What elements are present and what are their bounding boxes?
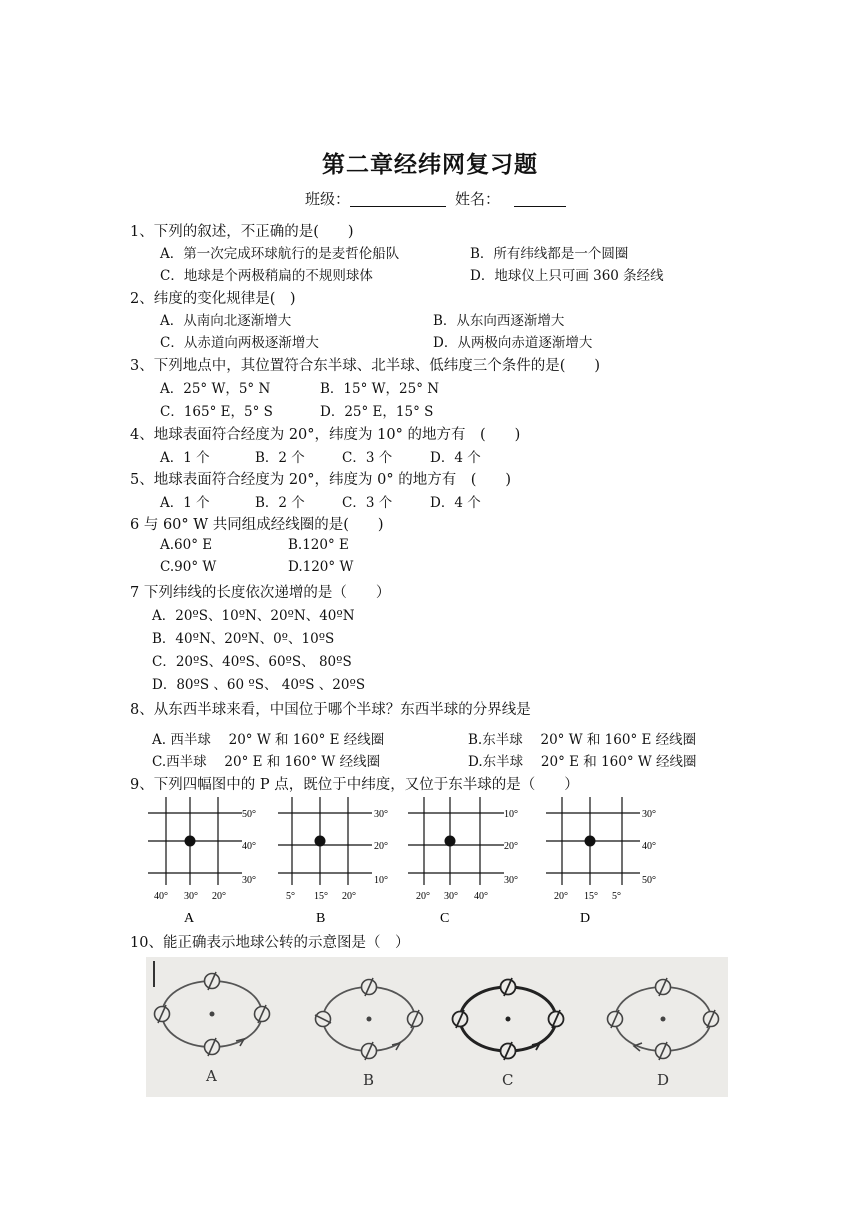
q2-option-a: A．从南向北逐渐增大 [160, 313, 292, 329]
grid-a-lon-1: 40° [154, 891, 168, 902]
question-8: 8、从东西半球来看，中国位于哪个半球？东西半球的分界线是 [130, 702, 531, 718]
grid-a-lat-3: 30° [242, 875, 256, 886]
q6-option-a: A.60° E [160, 537, 213, 553]
class-label: 班级： [305, 190, 351, 208]
grid-a [148, 797, 256, 926]
orbit-c-label: C [502, 1071, 514, 1089]
q7-option-a: A．20ºS、10ºN、20ºN、40ºN [152, 608, 355, 624]
grid-c-lat-2: 20° [504, 841, 518, 852]
grid-c-lon-1: 20° [416, 891, 430, 902]
grid-c-lat-3: 30° [504, 875, 518, 886]
q5-option-b: B．2 个 [255, 495, 305, 511]
q2-option-c: C．从赤道向两极逐渐增大 [160, 335, 319, 351]
q8-option-a: A. 西半球 20° W 和 160° E 经线圈 [152, 732, 385, 748]
question-2: 2、纬度的变化规律是( ) [130, 291, 296, 307]
grid-d-lat-1: 30° [642, 809, 656, 820]
q4-option-a: A．1 个 [160, 450, 210, 466]
grid-a-lat-2: 40° [242, 841, 256, 852]
question-6: 6 与 60° W 共同组成经线圈的是( ) [130, 517, 384, 533]
q7-option-c: C．20ºS、40ºS、60ºS、 80ºS [152, 654, 352, 670]
class-blank[interactable] [350, 191, 446, 207]
grid-b-lat-1: 30° [374, 809, 388, 820]
lat-lon-grid-figures [130, 795, 690, 930]
q4-option-d: D．4 个 [430, 450, 481, 466]
grid-c-lon-2: 30° [444, 891, 458, 902]
q3-option-c: C．165° E，5° S [160, 404, 273, 420]
name-label: 姓名： [455, 190, 501, 208]
orbit-a-label: A [206, 1067, 217, 1085]
q3-option-d: D．25° E，15° S [320, 404, 434, 420]
q7-option-b: B．40ºN、20ºN、0º、10ºS [152, 631, 335, 647]
grid-b-label: B [316, 911, 326, 926]
q8-option-c: C.西半球 20° E 和 160° W 经线圈 [152, 754, 381, 770]
point-p-d [585, 836, 596, 847]
q3-option-b: B．15° W，25° N [320, 381, 440, 397]
grid-c [408, 797, 518, 926]
grid-a-lon-2: 30° [184, 891, 198, 902]
grid-a-lon-3: 20° [212, 891, 226, 902]
grid-b-lat-3: 10° [374, 875, 388, 886]
q1-option-b: B．所有纬线都是一个圆圈 [470, 246, 629, 262]
orbit-c [453, 978, 564, 1089]
q1-option-c: C．地球是个两极稍扁的不规则球体 [160, 268, 373, 284]
grid-d-lon-3: 5° [612, 891, 621, 902]
q8-option-b: B.东半球 20° W 和 160° E 经线圈 [468, 732, 697, 748]
grid-d-lat-2: 40° [642, 841, 656, 852]
orbit-d-label: D [657, 1071, 670, 1089]
q5-option-a: A．1 个 [160, 495, 210, 511]
q7-option-d: D．80ºS 、60 ºS、 40ºS 、20ºS [152, 677, 366, 693]
question-1: 1、下列的叙述，不正确的是( ) [130, 224, 354, 240]
question-10: 10、能正确表示地球公转的示意图是（ ） [130, 935, 410, 951]
grid-a-lat-1: 50° [242, 809, 256, 820]
q8-option-d: D.东半球 20° E 和 160° W 经线圈 [468, 754, 697, 770]
q4-option-c: C．3 个 [342, 450, 393, 466]
orbit-diagrams-photo [146, 957, 728, 1097]
grid-b-lon-1: 5° [286, 891, 295, 902]
grid-c-label: C [440, 911, 450, 926]
grid-d-lon-2: 15° [584, 891, 598, 902]
grid-d [546, 797, 656, 926]
grid-c-lat-1: 10° [504, 809, 518, 820]
question-4: 4、地球表面符合经度为 20°，纬度为 10° 的地方有 ( ) [130, 427, 521, 443]
grid-b-lat-2: 20° [374, 841, 388, 852]
q5-option-c: C．3 个 [342, 495, 393, 511]
orbit-b-label: B [363, 1071, 375, 1089]
grid-d-lon-1: 20° [554, 891, 568, 902]
grid-b-lon-3: 20° [342, 891, 356, 902]
class-field [305, 188, 446, 209]
grid-b [278, 797, 388, 926]
q1-option-a: A．第一次完成环球航行的是麦哲伦船队 [160, 246, 400, 262]
orbit-diagrams [146, 957, 728, 1097]
question-9: 9、下列四幅图中的 P 点，既位于中纬度，又位于东半球的是（ ） [130, 777, 579, 793]
q1-option-d: D．地球仪上只可画 360 条经线 [470, 268, 664, 284]
orbit-a [155, 972, 270, 1085]
q6-option-c: C.90° W [160, 559, 217, 575]
question-5: 5、地球表面符合经度为 20°，纬度为 0° 的地方有 ( ) [130, 472, 512, 488]
question-3: 3、下列地点中，其位置符合东半球、北半球、低纬度三个条件的是( ) [130, 358, 601, 374]
q4-option-b: B．2 个 [255, 450, 305, 466]
q6-option-d: D.120° W [288, 559, 354, 575]
q2-option-d: D．从两极向赤道逐渐增大 [433, 335, 593, 351]
q5-option-d: D．4 个 [430, 495, 481, 511]
name-field [455, 188, 566, 209]
grid-d-lat-3: 50° [642, 875, 656, 886]
question-7: 7 下列纬线的长度依次递增的是（ ） [130, 585, 391, 601]
orbit-b [315, 978, 423, 1089]
page-title: 第二章经纬网复习题 [322, 152, 538, 178]
q2-option-b: B．从东向西逐渐增大 [433, 313, 565, 329]
grid-a-label: A [184, 911, 195, 926]
q3-option-a: A．25° W，5° N [160, 381, 271, 397]
grid-b-lon-2: 15° [314, 891, 328, 902]
grid-c-lon-3: 40° [474, 891, 488, 902]
point-p-c [445, 836, 456, 847]
orbit-d [608, 978, 719, 1089]
grid-d-label: D [580, 911, 591, 926]
q6-option-b: B.120° E [288, 537, 349, 553]
point-p-a [185, 836, 196, 847]
point-p-b [315, 836, 326, 847]
name-blank[interactable] [514, 191, 566, 207]
